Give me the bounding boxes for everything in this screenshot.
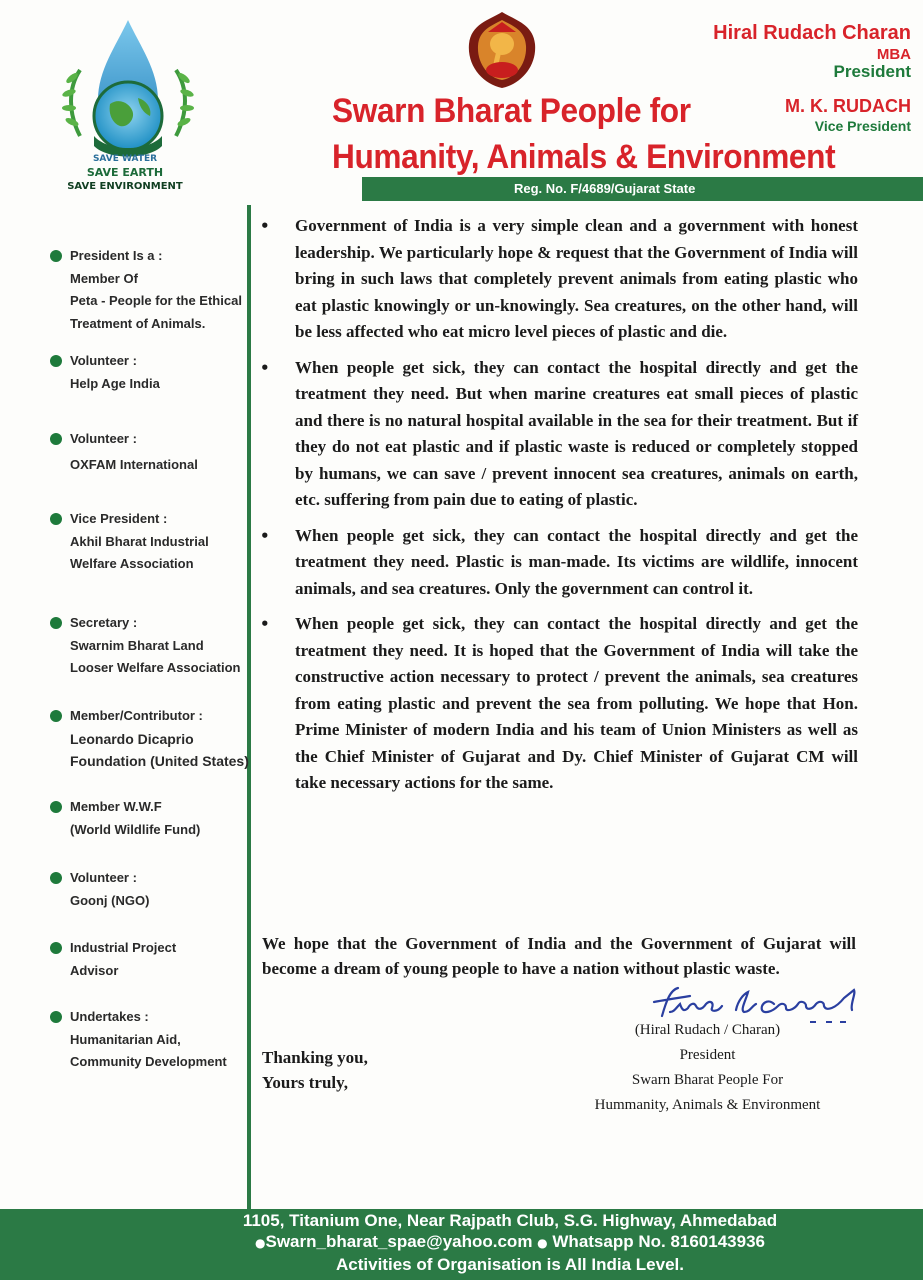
logo-caption-water: SAVE WATER xyxy=(92,154,158,164)
yours-truly-line: Yours truly, xyxy=(262,1073,348,1092)
vice-president-title: Vice President xyxy=(814,118,911,134)
org-name-line-1: Swarn Bharat People for xyxy=(332,92,691,130)
sidebar-line: Member/Contributor : xyxy=(70,708,203,723)
registration-number: Reg. No. F/4689/Gujarat State xyxy=(514,181,696,196)
bullet-dot xyxy=(50,433,62,445)
sidebar-item-dicaprio xyxy=(50,705,250,773)
sidebar-line: Humanitarian Aid, xyxy=(70,1031,181,1047)
closing-paragraph: We hope that the Government of India and the Government of Gujarat will become a dream of young people to have a nation without plastic waste. xyxy=(262,934,856,978)
thanks-line: Thanking you, xyxy=(262,1048,368,1067)
sidebar-item-oxfam xyxy=(50,428,250,476)
footer-contact xyxy=(190,1210,830,1275)
letter-bullet: • When people get sick, they can contact the hospital directly and get the treatment they need. But when marine creatures eat small pieces of plastic and there is no natural hospital available in the sea for their treatment. But if they do not eat plastic and if plastic waste is reduced or completely stopped by humans, we can save / prevent innocent sea creatures, animals on earth, etc. suffering from pain due to eating of plastic. xyxy=(258,355,858,514)
signatory-name: (Hiral Rudach / Charan) xyxy=(634,1022,781,1038)
sidebar-line: Member Of xyxy=(70,270,138,286)
logo-caption xyxy=(50,152,200,194)
sidebar-line: Community Development xyxy=(70,1054,227,1069)
president-degree: MBA xyxy=(876,46,911,63)
footer-address: 1105, Titanium One, Near Rajpath Club, S.G. Highway, Ahmedabad xyxy=(242,1211,778,1230)
sidebar-line: President Is a : xyxy=(70,248,163,263)
footer-level: Activities of Organisation is All India Level. xyxy=(336,1255,684,1274)
signatory-org-line-2: Hummanity, Animals & Environment xyxy=(594,1097,821,1113)
bullet-dot xyxy=(50,710,62,722)
signatory-title: President xyxy=(679,1047,736,1063)
bullet-dot xyxy=(50,1011,62,1023)
sidebar-line: Peta - People for the Ethical xyxy=(70,293,242,308)
sidebar-line: Help Age India xyxy=(70,375,160,391)
signatory-block xyxy=(570,1018,845,1118)
sidebar-line: Looser Welfare Association xyxy=(70,660,241,675)
president-name: Hiral Rudach Charan xyxy=(713,22,911,44)
signatory-org-line-1: Swarn Bharat People For xyxy=(631,1072,784,1088)
bullet-dot xyxy=(50,872,62,884)
sidebar-item-undertakes xyxy=(50,1006,250,1074)
sidebar-line: Welfare Association xyxy=(70,556,194,571)
sidebar-item-akhil-bharat xyxy=(50,508,250,576)
sidebar-line: Volunteer : xyxy=(70,353,137,368)
bullet-icon: ● xyxy=(255,1236,266,1250)
letter-body xyxy=(258,213,858,806)
bullet-dot xyxy=(50,942,62,954)
president-title: President xyxy=(833,62,911,81)
letter-bullet: • When people get sick, they can contact the hospital directly and get the treatment they need. Plastic is man-made. Its victims are wildlife, innocent animals, and sea creatures. Only the government can control it. xyxy=(258,523,858,603)
sidebar-line: Vice President : xyxy=(70,511,168,526)
footer-email: Swarn_bharat_spae@yahoo.com xyxy=(265,1232,533,1251)
logo-caption-earth: SAVE EARTH xyxy=(86,166,164,179)
sidebar-item-peta xyxy=(50,245,250,335)
sidebar-item-swarnim-bharat xyxy=(50,612,250,680)
sidebar-line: Volunteer : xyxy=(70,870,137,885)
sidebar-line: Undertakes : xyxy=(70,1009,149,1024)
letter-sign-off xyxy=(262,1045,368,1095)
sidebar-line: Treatment of Animals. xyxy=(70,315,206,331)
letter-bullet: • When people get sick, they can contact the hospital directly and get the treatment they need. It is hoped that the Government of India will take the constructive action necessary to protect / prevent the animals, sea creatures from eating plastic and prevent the sea from polluting. We hope that Hon. Prime Minister of modern India and his team of Union Ministers as well as the Chief Minister of Gujarat and Dy. Chief Minister of Gujarat CM will take necessary actions for the same. xyxy=(258,611,858,797)
sidebar-line: (World Wildlife Fund) xyxy=(70,821,201,837)
footer-contact-line xyxy=(190,1231,830,1254)
sidebar-line: Advisor xyxy=(70,962,119,978)
sidebar-line: Foundation (United States) xyxy=(70,753,249,769)
sidebar-item-goonj xyxy=(50,867,250,912)
sidebar-line: Member W.W.F xyxy=(70,799,162,814)
vice-president-name: M. K. RUDACH xyxy=(785,96,911,116)
sidebar-line: Leonardo Dicaprio xyxy=(70,730,194,747)
sidebar-line: Akhil Bharat Industrial xyxy=(70,533,209,549)
sidebar-line: Goonj (NGO) xyxy=(70,892,150,908)
sidebar-item-wwf xyxy=(50,796,250,841)
bullet-dot xyxy=(50,617,62,629)
bullet-dot xyxy=(50,801,62,813)
bullet-dot xyxy=(50,513,62,525)
sidebar-line: Volunteer : xyxy=(70,431,137,446)
bullet-dot xyxy=(50,250,62,262)
logo-caption-environment: SAVE ENVIRONMENT xyxy=(67,181,183,192)
footer-whatsapp: Whatsapp No. 8160143936 xyxy=(552,1232,765,1251)
sidebar-item-industrial-advisor xyxy=(50,937,250,982)
sidebar-line: Secretary : xyxy=(70,615,138,630)
org-name-line-2: Humanity, Animals & Environment xyxy=(332,138,836,176)
organisation-name xyxy=(332,88,836,180)
bullet-dot xyxy=(50,355,62,367)
bullet-icon: ● xyxy=(537,1236,548,1250)
sidebar-line: OXFAM International xyxy=(70,456,198,472)
sidebar-item-helpage xyxy=(50,350,250,395)
sidebar-line: Swarnim Bharat Land xyxy=(70,637,204,653)
sidebar-line: Industrial Project xyxy=(70,940,177,955)
letter-bullet: • Government of India is a very simple clean and a government with honest leadership. We particularly hope & request that the Government of India will bring in such laws that completely prevent animals from eating plastic who eat plastic knowingly or un-knowingly. Sea creatures, on the other hand, will be less affected who eat micro level pieces of plastic and die. xyxy=(258,213,858,346)
ganesh-emblem xyxy=(463,10,541,90)
